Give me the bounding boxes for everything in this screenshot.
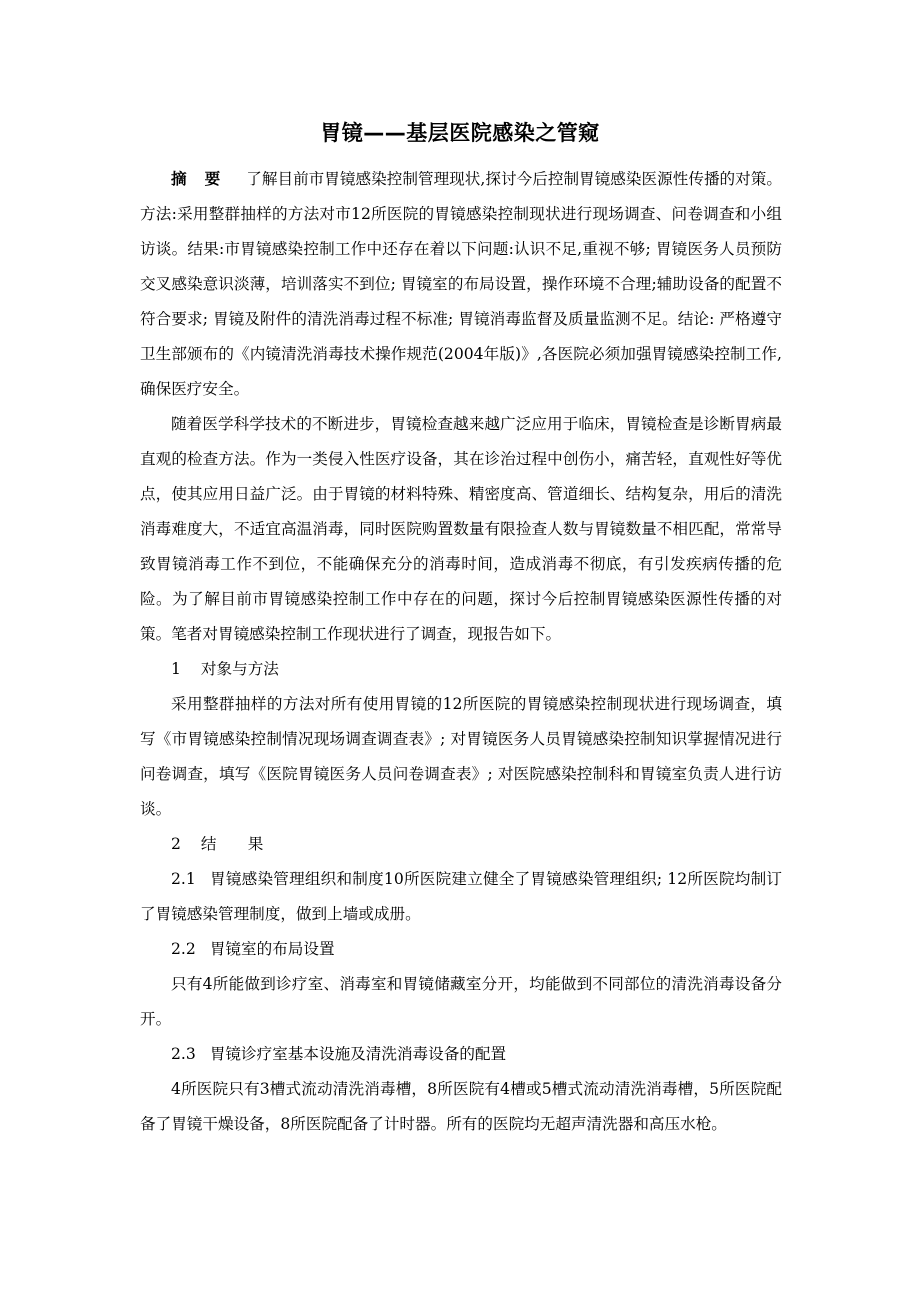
section-1-paragraph: 采用整群抽样的方法对所有使用胃镜的12所医院的胃镜感染控制现状进行现场调查，填写《市胃镜感染控制情况现场调查调查表》; 对胃镜医务人员胃镜感染控制知识掌握情况进行问卷调查，填写《医院胃镜医务人员问卷调查表》; 对医院感染控制科和胃镜室负责人进行访谈。 bbox=[140, 695, 782, 818]
section-2-title: 结 果 bbox=[200, 835, 264, 853]
section-2-3-heading bbox=[140, 1037, 782, 1072]
document-body bbox=[140, 162, 782, 1142]
section-2-2-paragraph: 只有4所能做到诊疗室、消毒室和胃镜储藏室分开，均能做到不同部位的清洗消毒设备分开。 bbox=[140, 975, 782, 1028]
section-2-3-title: 胃镜诊疗室基本设施及清洗消毒设备的配置 bbox=[209, 1045, 507, 1063]
section-2-3-paragraph: 4所医院只有3槽式流动清洗消毒槽，8所医院有4槽或5槽式流动清洗消毒槽，5所医院配备了胃镜干燥设备，8所医院配备了计时器。所有的医院均无超声清洗器和高压水枪。 bbox=[140, 1080, 782, 1133]
intro-paragraph: 随着医学科学技术的不断进步，胃镜检查越来越广泛应用于临床，胃镜检查是诊断胃病最直观的检查方法。作为一类侵入性医疗设备，其在诊治过程中创伤小，痛苦轻，直观性好等优点，使其应用日益广泛。由于胃镜的材料特殊、精密度高、管道细长、结构复杂，用后的清洗消毒难度大，不适宜高温消毒，同时医院购置数量有限捡查人数与胃镜数量不相匹配，常常导致胃镜消毒工作不到位，不能确保充分的消毒时间，造成消毒不彻底，有引发疾病传播的危险。为了解目前市胃镜感染控制工作中存在的问题，探讨今后控制胃镜感染医源性传播的对策。笔者对胃镜感染控制工作现状进行了调查，现报告如下。 bbox=[140, 415, 782, 643]
section-2-1-text: 胃镜感染管理组织和制度10所医院建立健全了胃镜感染管理组织; 12所医院均制订了胃镜感染管理制度，做到上墙或成册。 bbox=[140, 870, 782, 923]
abstract-text: 了解目前市胃镜感染控制管理现状,探讨今后控制胃镜感染医源性传播的对策。方法:采用整群抽样的方法对市12所医院的胃镜感染控制现状进行现场调查、问卷调查和小组访谈。结果:市胃镜感染控制工作中还存在着以下问题:认识不足,重视不够; 胃镜医务人员预防交叉感染意识淡薄，培训落实不到位; 胃镜室的布局设置，操作环境不合理;辅助设备的配置不符合要求; 胃镜及附件的清洗消毒过程不标准; 胃镜消毒监督及质量监测不足。结论: 严格遵守卫生部颁布的《内镜清洗消毒技术操作规范(2004年版)》,各医院必须加强胃镜感染控制工作,确保医疗安全。 bbox=[140, 170, 782, 398]
section-2-heading bbox=[140, 827, 782, 862]
section-2-2-heading bbox=[140, 932, 782, 967]
abstract-paragraph bbox=[140, 162, 782, 407]
abstract-label: 摘要 bbox=[171, 170, 239, 188]
section-2-2-title: 胃镜室的布局设置 bbox=[209, 940, 335, 958]
section-2-1-number: 2.1 bbox=[171, 870, 196, 888]
section-2-number: 2 bbox=[171, 835, 181, 853]
section-2-1-paragraph bbox=[140, 862, 782, 932]
section-1-number: 1 bbox=[171, 660, 181, 678]
section-2-3-number: 2.3 bbox=[171, 1045, 196, 1063]
section-1-heading bbox=[140, 652, 782, 687]
document-title: 胃镜——基层医院感染之管窥 bbox=[320, 121, 600, 145]
section-1-title: 对象与方法 bbox=[200, 660, 279, 678]
section-2-2-number: 2.2 bbox=[171, 940, 196, 958]
